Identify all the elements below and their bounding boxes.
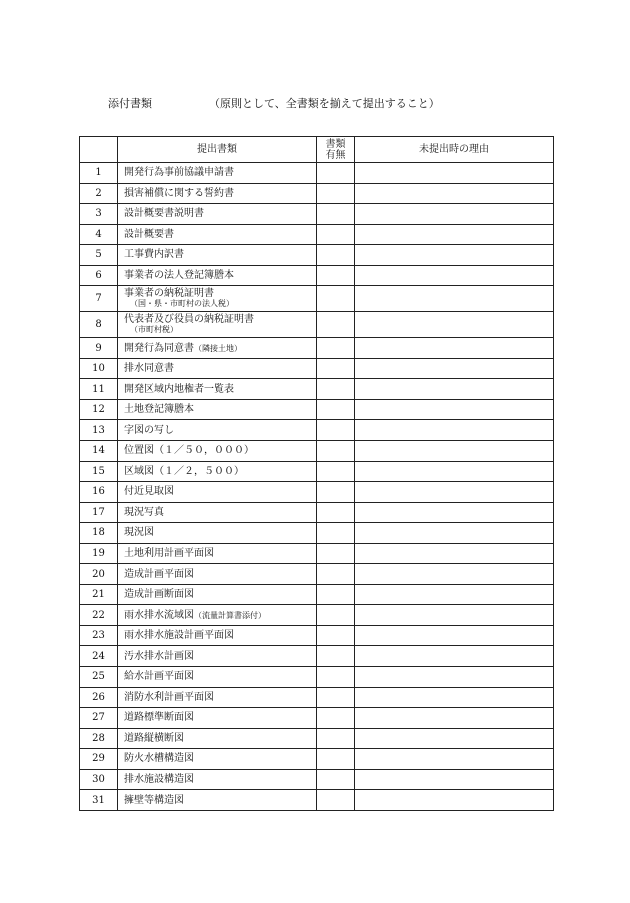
row-check-cell[interactable] — [317, 163, 355, 184]
row-number: 26 — [80, 687, 118, 708]
row-reason-cell[interactable] — [355, 667, 554, 688]
table-row — [80, 265, 554, 286]
row-reason-cell[interactable] — [355, 245, 554, 266]
row-reason-cell[interactable] — [355, 338, 554, 359]
row-reason-cell[interactable] — [355, 687, 554, 708]
document-name-text: 現況図 — [124, 527, 154, 539]
document-name-text: 損害補償に関する誓約書 — [124, 187, 234, 199]
document-name-text: 道路縦横断図 — [124, 732, 184, 744]
row-reason-cell[interactable] — [355, 358, 554, 379]
row-reason-cell[interactable] — [355, 482, 554, 503]
table-row — [80, 790, 554, 811]
row-reason-cell[interactable] — [355, 708, 554, 729]
table-row — [80, 687, 554, 708]
row-check-cell[interactable] — [317, 625, 355, 646]
row-check-cell[interactable] — [317, 420, 355, 441]
row-check-cell[interactable] — [317, 790, 355, 811]
row-check-cell[interactable] — [317, 482, 355, 503]
row-reason-cell[interactable] — [355, 769, 554, 790]
row-reason-cell[interactable] — [355, 204, 554, 225]
header-reason: 未提出時の理由 — [355, 137, 554, 163]
document-name-text: 事業者の納税証明書 — [124, 288, 214, 300]
row-document-name — [118, 482, 317, 503]
row-number: 3 — [80, 204, 118, 225]
row-check-cell[interactable] — [317, 646, 355, 667]
row-check-cell[interactable] — [317, 749, 355, 770]
row-document-name — [118, 399, 317, 420]
table-row — [80, 625, 554, 646]
row-check-cell[interactable] — [317, 379, 355, 400]
row-reason-cell[interactable] — [355, 163, 554, 184]
row-check-cell[interactable] — [317, 502, 355, 523]
row-reason-cell[interactable] — [355, 286, 554, 312]
row-number: 14 — [80, 441, 118, 462]
row-document-name — [118, 790, 317, 811]
document-name-text: 造成計画断面図 — [124, 589, 194, 601]
row-number: 17 — [80, 502, 118, 523]
document-name-text: 造成計画平面図 — [124, 568, 194, 580]
row-document-name — [118, 667, 317, 688]
document-name-text: 代表者及び役員の納税証明書 — [124, 314, 254, 326]
row-document-name — [118, 769, 317, 790]
row-check-cell[interactable] — [317, 543, 355, 564]
table-row — [80, 312, 554, 338]
row-number: 2 — [80, 183, 118, 204]
row-reason-cell[interactable] — [355, 749, 554, 770]
document-name-text: 設計概要書 — [124, 228, 174, 240]
table-row — [80, 163, 554, 184]
table-row — [80, 482, 554, 503]
row-reason-cell[interactable] — [355, 399, 554, 420]
row-reason-cell[interactable] — [355, 441, 554, 462]
document-name-note: （隣接土地） — [194, 343, 242, 353]
row-number: 27 — [80, 708, 118, 729]
row-number: 6 — [80, 265, 118, 286]
row-check-cell[interactable] — [317, 183, 355, 204]
row-reason-cell[interactable] — [355, 502, 554, 523]
row-number: 16 — [80, 482, 118, 503]
document-name-text: 雨水排水施設計画平面図 — [124, 630, 234, 642]
table-row — [80, 245, 554, 266]
row-check-cell[interactable] — [317, 605, 355, 626]
document-name-text: 開発区域内地権者一覧表 — [124, 383, 234, 395]
row-reason-cell[interactable] — [355, 420, 554, 441]
table-row — [80, 338, 554, 359]
header-document-name: 提出書類 — [118, 137, 317, 163]
row-check-cell[interactable] — [317, 358, 355, 379]
row-reason-cell[interactable] — [355, 183, 554, 204]
document-name-text: 区域図（１／２，５００） — [124, 465, 244, 477]
row-number: 29 — [80, 749, 118, 770]
row-document-name — [118, 461, 317, 482]
document-name-text: 位置図（１／５０，０００） — [124, 445, 254, 457]
document-name-text: 汚水排水計画図 — [124, 650, 194, 662]
table-row — [80, 358, 554, 379]
row-document-name — [118, 564, 317, 585]
row-document-name — [118, 441, 317, 462]
row-check-cell[interactable] — [317, 769, 355, 790]
row-reason-cell[interactable] — [355, 564, 554, 585]
document-name-text: 付近見取図 — [124, 486, 174, 498]
row-reason-cell[interactable] — [355, 312, 554, 338]
row-document-name — [118, 286, 317, 312]
row-document-name — [118, 502, 317, 523]
row-number: 28 — [80, 728, 118, 749]
table-row — [80, 564, 554, 585]
table-row — [80, 461, 554, 482]
row-reason-cell[interactable] — [355, 543, 554, 564]
document-name-text: 防火水槽構造図 — [124, 753, 194, 765]
row-number: 15 — [80, 461, 118, 482]
row-reason-cell[interactable] — [355, 605, 554, 626]
row-reason-cell[interactable] — [355, 523, 554, 544]
row-number: 23 — [80, 625, 118, 646]
row-number: 24 — [80, 646, 118, 667]
row-document-name — [118, 183, 317, 204]
header-document-check — [317, 137, 355, 163]
table-row — [80, 183, 554, 204]
attachment-header — [108, 96, 568, 112]
attachment-label: 添付書類 — [108, 97, 152, 110]
row-reason-cell[interactable] — [355, 584, 554, 605]
document-name-text: 字図の写し — [124, 424, 174, 436]
table-row — [80, 584, 554, 605]
row-document-name — [118, 605, 317, 626]
row-check-cell[interactable] — [317, 708, 355, 729]
row-number: 10 — [80, 358, 118, 379]
row-check-cell[interactable] — [317, 224, 355, 245]
row-check-cell[interactable] — [317, 564, 355, 585]
row-check-cell[interactable] — [317, 441, 355, 462]
row-number: 9 — [80, 338, 118, 359]
row-number: 31 — [80, 790, 118, 811]
table-row — [80, 379, 554, 400]
row-number: 30 — [80, 769, 118, 790]
row-reason-cell[interactable] — [355, 646, 554, 667]
row-document-name — [118, 543, 317, 564]
table-body — [80, 163, 554, 811]
row-reason-cell[interactable] — [355, 625, 554, 646]
row-reason-cell[interactable] — [355, 379, 554, 400]
table-row — [80, 523, 554, 544]
row-number: 22 — [80, 605, 118, 626]
row-number: 18 — [80, 523, 118, 544]
row-reason-cell[interactable] — [355, 728, 554, 749]
document-name-text: 道路標準断面図 — [124, 712, 194, 724]
document-name-text: 土地登記簿謄本 — [124, 404, 194, 416]
table-row — [80, 399, 554, 420]
document-name-text: 土地利用計画平面図 — [124, 548, 214, 560]
header-number — [80, 137, 118, 163]
document-name-text: 擁壁等構造図 — [124, 794, 184, 806]
row-document-name — [118, 728, 317, 749]
document-name-text: 排水同意書 — [124, 363, 174, 375]
row-check-cell[interactable] — [317, 687, 355, 708]
row-number: 21 — [80, 584, 118, 605]
row-number: 12 — [80, 399, 118, 420]
document-name-text: 給水計画平面図 — [124, 671, 194, 683]
document-name-subnote: （国・県・市町村の法人税） — [130, 299, 234, 309]
row-reason-cell[interactable] — [355, 265, 554, 286]
table-row — [80, 728, 554, 749]
table-header-row — [80, 137, 554, 163]
attachment-note: （原則として、全書類を揃えて提出すること） — [209, 97, 440, 110]
row-document-name — [118, 224, 317, 245]
row-reason-cell[interactable] — [355, 790, 554, 811]
document-name-note: （流量計算書添付） — [194, 610, 266, 620]
row-number: 13 — [80, 420, 118, 441]
row-document-name — [118, 687, 317, 708]
row-document-name — [118, 708, 317, 729]
row-document-name — [118, 584, 317, 605]
row-document-name — [118, 358, 317, 379]
document-name-text: 排水施設構造図 — [124, 774, 194, 786]
row-check-cell[interactable] — [317, 204, 355, 225]
table-row — [80, 502, 554, 523]
row-document-name — [118, 420, 317, 441]
row-number: 7 — [80, 286, 118, 312]
row-number: 4 — [80, 224, 118, 245]
table-row — [80, 749, 554, 770]
row-check-cell[interactable] — [317, 461, 355, 482]
row-document-name — [118, 163, 317, 184]
row-check-cell[interactable] — [317, 245, 355, 266]
document-name-text: 開発行為事前協議申請書 — [124, 167, 234, 179]
table-row — [80, 769, 554, 790]
row-document-name — [118, 338, 317, 359]
table-row — [80, 441, 554, 462]
header-check-line2: 有無 — [325, 149, 346, 161]
row-check-cell[interactable] — [317, 338, 355, 359]
row-document-name — [118, 204, 317, 225]
row-check-cell[interactable] — [317, 286, 355, 312]
row-document-name — [118, 646, 317, 667]
table-row — [80, 224, 554, 245]
row-check-cell[interactable] — [317, 265, 355, 286]
table-row — [80, 204, 554, 225]
document-name-text: 事業者の法人登記簿謄本 — [124, 270, 234, 281]
row-number: 8 — [80, 312, 118, 338]
row-number: 5 — [80, 245, 118, 266]
document-name-text: 開発行為同意書 — [124, 342, 194, 354]
row-check-cell[interactable] — [317, 667, 355, 688]
row-check-cell[interactable] — [317, 523, 355, 544]
row-number: 25 — [80, 667, 118, 688]
row-document-name — [118, 245, 317, 266]
document-name-text: 雨水排水流域図 — [124, 609, 194, 621]
table-row — [80, 420, 554, 441]
row-number: 11 — [80, 379, 118, 400]
document-name-subnote: （市町村税） — [130, 325, 178, 335]
row-number: 1 — [80, 163, 118, 184]
row-document-name — [118, 312, 317, 338]
row-number: 20 — [80, 564, 118, 585]
table-row — [80, 646, 554, 667]
table-row — [80, 605, 554, 626]
table-row — [80, 667, 554, 688]
row-document-name — [118, 523, 317, 544]
document-name-text: 設計概要書説明書 — [124, 208, 204, 220]
row-document-name — [118, 265, 317, 286]
table-row — [80, 543, 554, 564]
row-reason-cell[interactable] — [355, 461, 554, 482]
documents-table — [79, 136, 554, 811]
row-reason-cell[interactable] — [355, 224, 554, 245]
row-check-cell[interactable] — [317, 584, 355, 605]
row-number: 19 — [80, 543, 118, 564]
row-check-cell[interactable] — [317, 728, 355, 749]
row-document-name — [118, 625, 317, 646]
row-document-name — [118, 749, 317, 770]
row-check-cell[interactable] — [317, 399, 355, 420]
document-name-text: 現況写真 — [124, 506, 164, 518]
header-check-line1: 書類 — [325, 138, 346, 150]
document-name-text: 消防水利計画平面図 — [124, 691, 214, 703]
document-name-text: 工事費内訳書 — [124, 249, 184, 261]
table-row — [80, 286, 554, 312]
row-check-cell[interactable] — [317, 312, 355, 338]
table-row — [80, 708, 554, 729]
row-document-name — [118, 379, 317, 400]
